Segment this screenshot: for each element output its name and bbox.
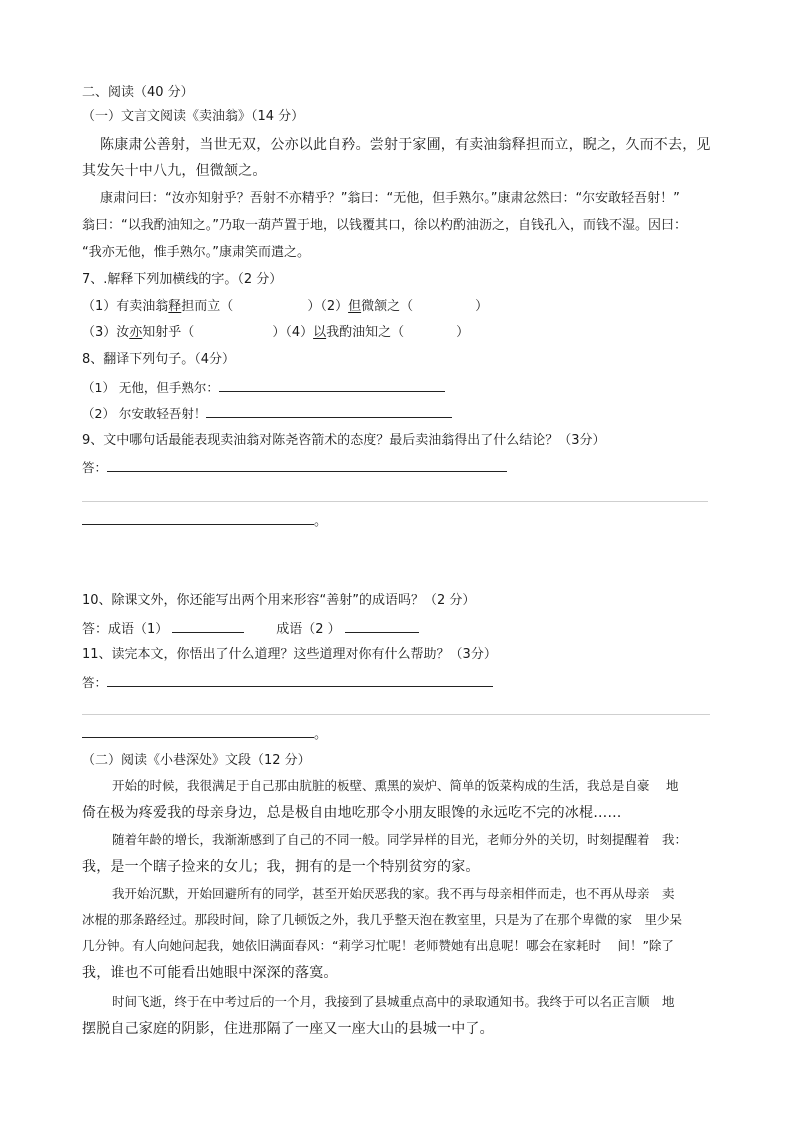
passage-line: “我亦无他，惟手熟尔。”康肃笑而遣之。 bbox=[82, 245, 310, 260]
q7-text: ） bbox=[475, 299, 489, 314]
answer-blank[interactable] bbox=[107, 460, 507, 472]
question-11-title: 11、读完本文，你悟出了什么道理？这些道理对你有什么帮助？（3分） bbox=[82, 647, 497, 662]
answer-blank[interactable] bbox=[219, 380, 445, 392]
passage2-line: 倚在极为疼爱我的母亲身边，总是极自由地吃那令小朋友眼馋的永远吃不完的冰棍…… bbox=[82, 805, 622, 821]
q7-text: ） bbox=[456, 325, 470, 340]
q7-underlined-word: 释 bbox=[168, 299, 182, 314]
question-7-row-1 bbox=[82, 300, 488, 313]
passage2-line: 随着年龄的增长，我渐渐感到了自己的不同一般。同学异样的目光，老师分外的关切，时刻提醒着 我： bbox=[112, 832, 688, 847]
end-mark: 。 bbox=[314, 514, 328, 529]
q10-label-1: 答：成语（1） bbox=[82, 622, 169, 637]
q7-text: 微颔之（ bbox=[361, 299, 414, 314]
q7-text: ）（4） bbox=[272, 325, 314, 340]
answer-label: 答： bbox=[82, 675, 108, 690]
q7-text: ）（2） bbox=[307, 299, 349, 314]
question-9-title: 9、文中哪句话最能表现卖油翁对陈尧咨箭术的态度？最后卖油翁得出了什么结论？（3分） bbox=[82, 433, 606, 448]
question-9-answer bbox=[82, 460, 507, 475]
question-11-end-line bbox=[82, 726, 327, 741]
passage2-line: 我，是一个瞎子捡来的女儿；我，拥有的是一个特别贫穷的家。 bbox=[82, 859, 480, 875]
question-10-title: 10、除课文外，你还能写出两个用来形容“善射”的成语吗？（2 分） bbox=[82, 593, 476, 608]
q7-underlined-word: 以 bbox=[313, 325, 327, 340]
answer-blank[interactable] bbox=[206, 406, 452, 418]
answer-label: 答： bbox=[82, 460, 108, 475]
end-mark: 。 bbox=[314, 727, 328, 742]
q7-underlined-word: 亦 bbox=[129, 325, 143, 340]
passage-line: 其发矢十中八九，但微颔之。 bbox=[82, 163, 267, 179]
passage2-line: 几分钟。有人向她问起我，她依旧满面春风：“莉学习忙呢！老师赞她有出息呢！哪会在家耗时 间！”除了 bbox=[82, 938, 674, 953]
q7-text: 知射乎（ bbox=[142, 325, 195, 340]
answer-blank[interactable] bbox=[172, 621, 244, 633]
q10-label-2: 成语（2 ） bbox=[276, 622, 341, 637]
question-11-answer bbox=[82, 675, 493, 690]
part1-title: （一）文言文阅读《卖油翁》（14 分） bbox=[82, 109, 305, 124]
answer-blank[interactable] bbox=[82, 513, 314, 525]
q7-text: 担而立（ bbox=[181, 299, 234, 314]
q7-text: （1）有卖油翁 bbox=[82, 299, 169, 314]
passage2-line: 摆脱自己家庭的阴影，住进那隔了一座又一座大山的县城一中了。 bbox=[82, 1021, 494, 1037]
passage-line: 翁曰：“以我酌油知之。”乃取一葫芦置于地，以钱覆其口，徐以杓酌油沥之，自钱孔入，而钱不湿。因曰： bbox=[82, 218, 687, 233]
answer-line[interactable] bbox=[82, 501, 708, 502]
passage-line: 陈康肃公善射，当世无双，公亦以此自矜。尝射于家圃，有卖油翁释担而立，睨之，久而不去，见 bbox=[100, 137, 711, 153]
q7-text: 我酌油知之（ bbox=[326, 325, 405, 340]
q7-underlined-word: 但 bbox=[348, 299, 362, 314]
question-10-answers bbox=[82, 621, 419, 636]
question-7-row-2 bbox=[82, 326, 469, 339]
q8-item-label: （1） 无他，但手熟尔： bbox=[82, 380, 219, 395]
question-9-end-line bbox=[82, 513, 327, 528]
q7-text: （3）汝 bbox=[82, 325, 130, 340]
passage2-line: 我开始沉默，开始回避所有的同学，甚至开始厌恶我的家。我不再与母亲相伴而走，也不再从母亲 卖 bbox=[112, 886, 675, 901]
q8-item-label: （2） 尔安敢轻吾射！ bbox=[82, 406, 207, 421]
question-7-title: 7、.解释下列加横线的字。（2 分） bbox=[82, 272, 283, 287]
passage-line: 康肃问曰：“汝亦知射乎？吾射不亦精乎？”翁曰：“无他，但手熟尔。”康肃忿然曰：“尔安敢轻吾射！” bbox=[100, 191, 680, 206]
answer-blank[interactable] bbox=[345, 621, 419, 633]
part2-title: （二）阅读《小巷深处》文段（12 分） bbox=[82, 753, 311, 768]
question-8-item-1 bbox=[82, 380, 445, 395]
passage2-line: 时间飞逝，终于在中考过后的一个月，我接到了县城重点高中的录取通知书。我终于可以名正言顺 地 bbox=[112, 994, 675, 1009]
answer-blank[interactable] bbox=[107, 675, 493, 687]
answer-line[interactable] bbox=[82, 714, 710, 715]
section-heading: 二、阅读（40 分） bbox=[82, 85, 194, 100]
passage2-line: 开始的时候，我很满足于自己那由肮脏的板壁、熏黑的炭炉、简单的饭菜构成的生活，我总是自豪 地 bbox=[112, 778, 679, 793]
passage2-line: 冰棍的那条路经过。那段时间，除了几顿饭之外，我几乎整天泡在教室里，只是为了在那个卑微的家 里少呆 bbox=[82, 912, 683, 927]
question-8-item-2 bbox=[82, 406, 452, 421]
question-8-title: 8、翻译下列句子。（4分） bbox=[82, 352, 236, 367]
answer-blank[interactable] bbox=[82, 726, 314, 738]
passage2-line: 我，谁也不可能看出她眼中深深的落寞。 bbox=[82, 965, 338, 981]
